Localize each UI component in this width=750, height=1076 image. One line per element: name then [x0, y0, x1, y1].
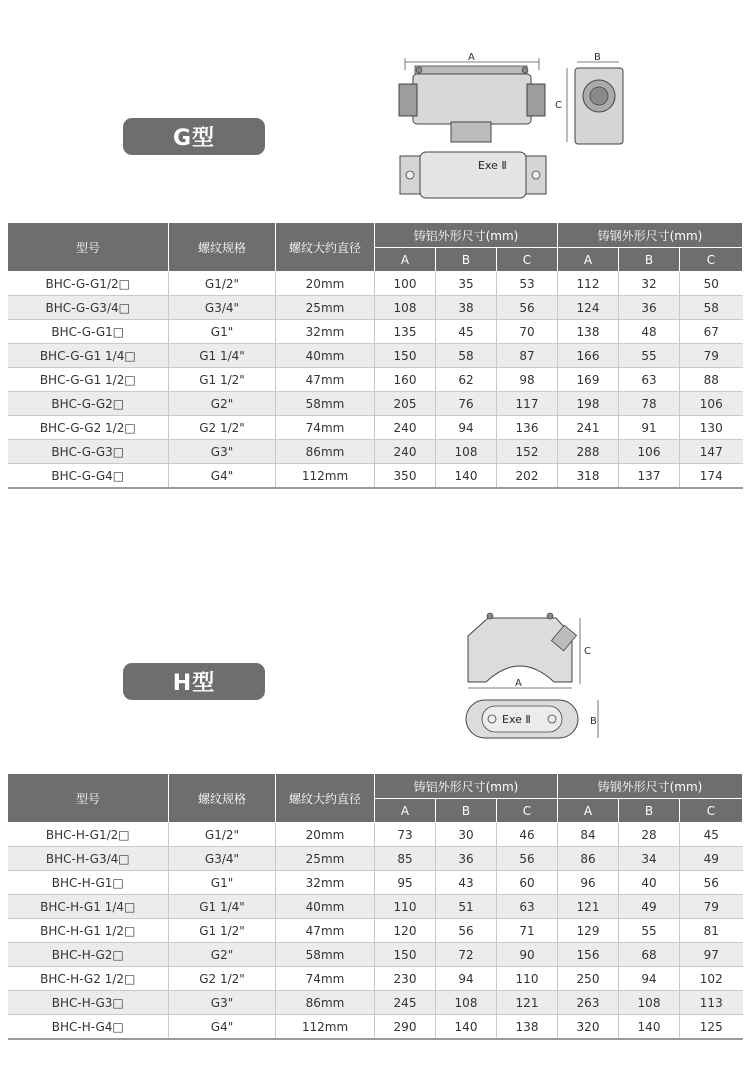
header-dim: C — [497, 799, 558, 823]
table-cell: 240 — [375, 440, 436, 464]
header-cast-aluminum: 铸铝外形尺寸(mm) — [375, 774, 558, 799]
table-cell: 38 — [436, 296, 497, 320]
table-cell: 40mm — [276, 344, 375, 368]
table-cell: 120 — [375, 919, 436, 943]
table-cell: 135 — [375, 320, 436, 344]
table-cell: 129 — [558, 919, 619, 943]
table-cell: BHC-G-G1 1/2□ — [8, 368, 169, 392]
table-cell: 49 — [619, 895, 680, 919]
header-dim: A — [375, 248, 436, 272]
table-row — [8, 416, 743, 440]
g-type-top-view-drawing — [398, 150, 548, 200]
table-cell: 230 — [375, 967, 436, 991]
g-dim-a-label: A — [468, 52, 475, 63]
table-cell: 113 — [680, 991, 743, 1015]
table-cell: 85 — [375, 847, 436, 871]
table-cell: BHC-H-G1/2□ — [8, 823, 169, 847]
table-row — [8, 368, 743, 392]
table-cell: 28 — [619, 823, 680, 847]
table-cell: 150 — [375, 344, 436, 368]
table-cell: BHC-H-G1□ — [8, 871, 169, 895]
table-cell: 49 — [680, 847, 743, 871]
table-cell: 70 — [497, 320, 558, 344]
table-cell: G1" — [169, 320, 276, 344]
table-cell: 117 — [497, 392, 558, 416]
table-cell: 73 — [375, 823, 436, 847]
table-cell: 56 — [497, 847, 558, 871]
table-cell: 74mm — [276, 416, 375, 440]
header-model: 型号 — [8, 774, 169, 823]
table-cell: 125 — [680, 1015, 743, 1040]
table-cell: 112mm — [276, 464, 375, 489]
table-cell: 76 — [436, 392, 497, 416]
table-cell: 152 — [497, 440, 558, 464]
table-cell: 32mm — [276, 871, 375, 895]
table-cell: 67 — [680, 320, 743, 344]
header-thread-diameter: 螺纹大约直径 — [276, 774, 375, 823]
table-row — [8, 392, 743, 416]
table-cell: 72 — [436, 943, 497, 967]
table-cell: 108 — [436, 440, 497, 464]
table-cell: 45 — [680, 823, 743, 847]
table-cell: 30 — [436, 823, 497, 847]
header-dim: C — [497, 248, 558, 272]
table-cell: 97 — [680, 943, 743, 967]
table-cell: 74mm — [276, 967, 375, 991]
table-row — [8, 967, 743, 991]
table-row — [8, 1015, 743, 1040]
header-dim: A — [558, 799, 619, 823]
table-cell: 166 — [558, 344, 619, 368]
table-cell: 56 — [497, 296, 558, 320]
table-cell: BHC-G-G3/4□ — [8, 296, 169, 320]
table-cell: 25mm — [276, 296, 375, 320]
table-cell: 100 — [375, 272, 436, 296]
g-type-side-view-drawing — [553, 48, 638, 148]
header-thread-spec: 螺纹规格 — [169, 774, 276, 823]
table-row — [8, 296, 743, 320]
table-cell: 241 — [558, 416, 619, 440]
header-dim: B — [619, 248, 680, 272]
table-cell: BHC-G-G1□ — [8, 320, 169, 344]
table-cell: 288 — [558, 440, 619, 464]
table-cell: 138 — [558, 320, 619, 344]
table-cell: 108 — [436, 991, 497, 1015]
table-cell: G1 1/4" — [169, 344, 276, 368]
table-cell: 50 — [680, 272, 743, 296]
table-cell: 140 — [436, 1015, 497, 1040]
table-cell: 205 — [375, 392, 436, 416]
table-cell: 102 — [680, 967, 743, 991]
table-cell: 94 — [436, 416, 497, 440]
g-dim-c-label: C — [555, 100, 562, 111]
table-cell: G4" — [169, 1015, 276, 1040]
table-cell: 35 — [436, 272, 497, 296]
table-cell: 240 — [375, 416, 436, 440]
table-cell: 36 — [436, 847, 497, 871]
table-row — [8, 847, 743, 871]
table-row — [8, 871, 743, 895]
table-cell: BHC-G-G2□ — [8, 392, 169, 416]
table-cell: 202 — [497, 464, 558, 489]
table-cell: 106 — [619, 440, 680, 464]
table-cell: 137 — [619, 464, 680, 489]
table-cell: 81 — [680, 919, 743, 943]
table-row — [8, 464, 743, 489]
table-cell: 138 — [497, 1015, 558, 1040]
table-cell: 98 — [497, 368, 558, 392]
table-cell: G3/4" — [169, 296, 276, 320]
header-dim: A — [558, 248, 619, 272]
h-type-top-view-drawing — [462, 696, 607, 742]
header-thread-diameter: 螺纹大约直径 — [276, 223, 375, 272]
table-row — [8, 272, 743, 296]
table-cell: 110 — [497, 967, 558, 991]
table-cell: 86 — [558, 847, 619, 871]
table-cell: G1/2" — [169, 823, 276, 847]
table-cell: 78 — [619, 392, 680, 416]
table-cell: BHC-H-G2 1/2□ — [8, 967, 169, 991]
table-cell: BHC-H-G1 1/4□ — [8, 895, 169, 919]
table-cell: 86mm — [276, 991, 375, 1015]
table-cell: 58mm — [276, 943, 375, 967]
table-cell: 84 — [558, 823, 619, 847]
table-cell: 290 — [375, 1015, 436, 1040]
table-cell: 79 — [680, 344, 743, 368]
table-cell: 110 — [375, 895, 436, 919]
table-cell: 140 — [436, 464, 497, 489]
table-cell: 94 — [619, 967, 680, 991]
g-mark-label: Exe Ⅱ — [478, 159, 507, 172]
table-row — [8, 320, 743, 344]
table-cell: 71 — [497, 919, 558, 943]
table-cell: 58 — [436, 344, 497, 368]
header-cast-steel: 铸钢外形尺寸(mm) — [558, 774, 743, 799]
h-dim-b-label: B — [590, 716, 597, 727]
table-cell: 95 — [375, 871, 436, 895]
table-cell: 56 — [436, 919, 497, 943]
table-cell: 20mm — [276, 823, 375, 847]
table-row — [8, 919, 743, 943]
table-cell: 25mm — [276, 847, 375, 871]
h-mark-label: Exe Ⅱ — [502, 713, 531, 726]
table-cell: 121 — [558, 895, 619, 919]
table-cell: G4" — [169, 464, 276, 489]
table-cell: 160 — [375, 368, 436, 392]
table-cell: 55 — [619, 919, 680, 943]
table-cell: 320 — [558, 1015, 619, 1040]
g-table-body — [8, 272, 743, 489]
table-cell: 62 — [436, 368, 497, 392]
table-cell: G1 1/2" — [169, 368, 276, 392]
h-type-side-view-drawing — [460, 610, 605, 692]
g-type-section — [0, 0, 750, 520]
table-row — [8, 991, 743, 1015]
table-cell: 79 — [680, 895, 743, 919]
table-cell: G1/2" — [169, 272, 276, 296]
table-cell: 40mm — [276, 895, 375, 919]
table-cell: 20mm — [276, 272, 375, 296]
table-cell: BHC-H-G3□ — [8, 991, 169, 1015]
table-cell: 136 — [497, 416, 558, 440]
header-cast-steel: 铸钢外形尺寸(mm) — [558, 223, 743, 248]
table-row — [8, 440, 743, 464]
header-dim: C — [680, 799, 743, 823]
table-cell: BHC-H-G4□ — [8, 1015, 169, 1040]
g-type-spec-table — [7, 222, 743, 489]
table-cell: BHC-H-G3/4□ — [8, 847, 169, 871]
header-dim: A — [375, 799, 436, 823]
header-model: 型号 — [8, 223, 169, 272]
table-cell: 106 — [680, 392, 743, 416]
h-type-section — [0, 560, 750, 1076]
table-cell: 108 — [375, 296, 436, 320]
table-cell: BHC-G-G3□ — [8, 440, 169, 464]
table-cell: 46 — [497, 823, 558, 847]
table-cell: 263 — [558, 991, 619, 1015]
table-cell: 156 — [558, 943, 619, 967]
table-cell: 198 — [558, 392, 619, 416]
table-cell: G1 1/4" — [169, 895, 276, 919]
table-cell: BHC-G-G4□ — [8, 464, 169, 489]
table-cell: 245 — [375, 991, 436, 1015]
table-row — [8, 943, 743, 967]
g-dim-b-label: B — [594, 52, 601, 63]
table-row — [8, 344, 743, 368]
table-cell: 121 — [497, 991, 558, 1015]
table-cell: BHC-H-G2□ — [8, 943, 169, 967]
table-cell: 58mm — [276, 392, 375, 416]
table-cell: BHC-H-G1 1/2□ — [8, 919, 169, 943]
table-cell: G2 1/2" — [169, 967, 276, 991]
table-cell: 112mm — [276, 1015, 375, 1040]
table-cell: 40 — [619, 871, 680, 895]
table-cell: 34 — [619, 847, 680, 871]
table-cell: G1" — [169, 871, 276, 895]
table-cell: 86mm — [276, 440, 375, 464]
header-dim: B — [619, 799, 680, 823]
table-cell: 91 — [619, 416, 680, 440]
header-thread-spec: 螺纹规格 — [169, 223, 276, 272]
table-cell: 43 — [436, 871, 497, 895]
table-cell: 63 — [497, 895, 558, 919]
table-cell: G3/4" — [169, 847, 276, 871]
table-cell: 350 — [375, 464, 436, 489]
table-cell: 130 — [680, 416, 743, 440]
table-cell: 112 — [558, 272, 619, 296]
table-cell: 174 — [680, 464, 743, 489]
table-cell: 48 — [619, 320, 680, 344]
table-cell: 169 — [558, 368, 619, 392]
table-cell: G1 1/2" — [169, 919, 276, 943]
table-cell: BHC-G-G2 1/2□ — [8, 416, 169, 440]
table-cell: G2" — [169, 943, 276, 967]
table-row — [8, 895, 743, 919]
table-cell: 68 — [619, 943, 680, 967]
table-cell: 94 — [436, 967, 497, 991]
table-cell: 58 — [680, 296, 743, 320]
table-cell: 147 — [680, 440, 743, 464]
table-cell: 32 — [619, 272, 680, 296]
table-cell: 56 — [680, 871, 743, 895]
table-cell: 108 — [619, 991, 680, 1015]
table-cell: 45 — [436, 320, 497, 344]
table-cell: 88 — [680, 368, 743, 392]
table-cell: 47mm — [276, 368, 375, 392]
table-cell: G3" — [169, 440, 276, 464]
g-type-front-view-drawing — [395, 48, 555, 148]
header-dim: B — [436, 248, 497, 272]
table-cell: 36 — [619, 296, 680, 320]
table-cell: 55 — [619, 344, 680, 368]
h-type-spec-table — [7, 773, 743, 1040]
table-cell: BHC-G-G1 1/4□ — [8, 344, 169, 368]
table-cell: 140 — [619, 1015, 680, 1040]
table-row — [8, 823, 743, 847]
table-cell: 51 — [436, 895, 497, 919]
table-cell: G2 1/2" — [169, 416, 276, 440]
header-dim: B — [436, 799, 497, 823]
table-cell: 250 — [558, 967, 619, 991]
table-cell: 124 — [558, 296, 619, 320]
h-table-body — [8, 823, 743, 1040]
table-cell: 90 — [497, 943, 558, 967]
table-cell: 63 — [619, 368, 680, 392]
table-cell: G2" — [169, 392, 276, 416]
table-cell: 47mm — [276, 919, 375, 943]
h-dim-c-label: C — [584, 646, 591, 657]
header-cast-aluminum: 铸铝外形尺寸(mm) — [375, 223, 558, 248]
h-dim-a-label: A — [515, 678, 522, 689]
table-cell: G3" — [169, 991, 276, 1015]
g-type-badge: G型 — [123, 118, 265, 155]
table-cell: 32mm — [276, 320, 375, 344]
table-cell: 87 — [497, 344, 558, 368]
table-cell: 53 — [497, 272, 558, 296]
table-cell: 318 — [558, 464, 619, 489]
header-dim: C — [680, 248, 743, 272]
table-cell: BHC-G-G1/2□ — [8, 272, 169, 296]
table-cell: 96 — [558, 871, 619, 895]
table-cell: 60 — [497, 871, 558, 895]
h-type-badge: H型 — [123, 663, 265, 700]
table-cell: 150 — [375, 943, 436, 967]
